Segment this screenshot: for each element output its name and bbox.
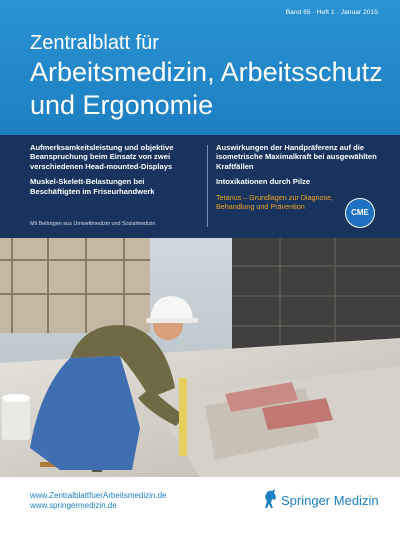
cme-badge: CME bbox=[345, 198, 375, 228]
publisher-name-sub: Medizin bbox=[333, 493, 379, 508]
journal-title-line-2: Arbeitsmedizin, Arbeitsschutz bbox=[30, 57, 383, 87]
article-title: Auswirkungen der Handpräferenz auf die isometrische Maximalkraft bei ausgewählten Kraftfällen bbox=[216, 143, 377, 171]
article-title: Muskel-Skelett-Belastungen bei Beschäftigten im Friseurhandwerk bbox=[30, 177, 155, 196]
journal-website-link[interactable]: www.ZentralblattfuerArbeitsmedizin.de bbox=[30, 491, 167, 500]
article-title: Aufmerksamkeitsleistung und objektive Beanspruchung beim Einsatz von zwei verschiedenen Head-mounted-Displays bbox=[30, 143, 174, 171]
column-divider bbox=[207, 145, 208, 227]
supplement-note: Mit Beiträgen aus Umweltmedizin und Sozialmedizin bbox=[30, 221, 156, 227]
cover-photo bbox=[0, 238, 400, 477]
publisher-name bbox=[281, 493, 379, 508]
contents-right-column bbox=[216, 143, 386, 217]
publisher-name-main: Springer bbox=[281, 493, 331, 508]
journal-title-line-3: und Ergonomie bbox=[30, 90, 214, 120]
article-title: Intoxikationen durch Pilze bbox=[216, 177, 311, 187]
contents-left-column bbox=[30, 143, 195, 202]
cover-header bbox=[0, 0, 400, 135]
contents-panel bbox=[0, 135, 400, 238]
journal-title-line-1: Zentralblatt für bbox=[30, 32, 159, 54]
issue-info: Band 65 · Heft 1 · Januar 2015 bbox=[285, 9, 378, 16]
journal-title bbox=[30, 33, 383, 119]
springer-website-link[interactable]: www.springermedizin.de bbox=[30, 501, 117, 510]
cover-footer bbox=[0, 477, 400, 533]
cme-article-title: Tetanus – Grundlagen zur Diagnose, Behandlung und Prävention bbox=[216, 192, 334, 212]
springer-horse-icon bbox=[262, 489, 278, 509]
